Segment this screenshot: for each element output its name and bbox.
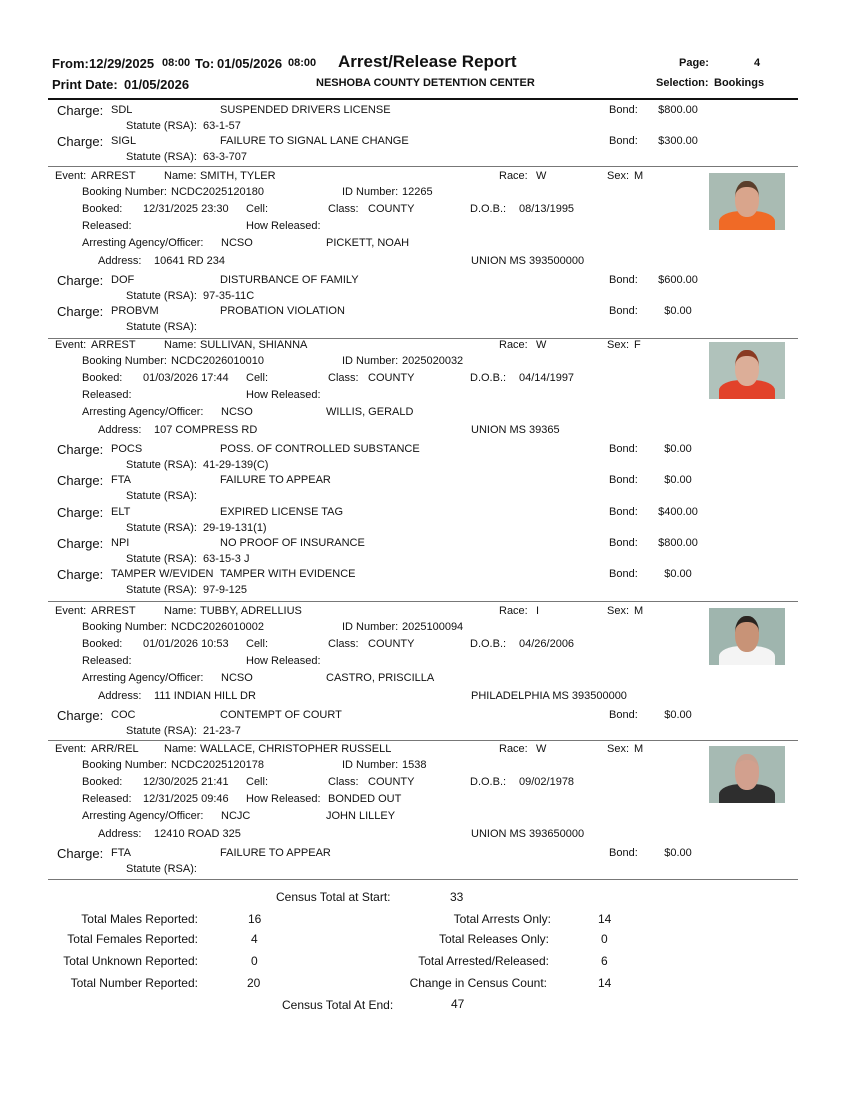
agency-officer-label: Arresting Agency/Officer:: [82, 672, 204, 684]
to-date: 01/05/2026: [217, 56, 283, 71]
statute-label: Statute (RSA):: [126, 321, 197, 334]
event-type: ARR/REL: [91, 743, 139, 755]
arresting-agency: NCJC: [221, 810, 251, 822]
number-value: 20: [247, 976, 261, 990]
record-divider: [48, 601, 798, 602]
how-released-label: How Released:: [246, 389, 321, 401]
race-label: Race:: [499, 170, 528, 182]
event-type: ARREST: [91, 605, 136, 617]
bond-label: Bond:: [609, 474, 638, 487]
cell-label: Cell:: [246, 638, 269, 650]
charge-label: Charge:: [57, 103, 104, 118]
charge-description: TAMPER WITH EVIDENCE: [220, 568, 356, 581]
charge-code: SIGL: [111, 135, 137, 147]
released-label: Released:: [82, 389, 132, 401]
name-label: Name:: [164, 170, 197, 182]
mugshot-head: [735, 181, 759, 217]
statute-label: Statute (RSA):: [126, 459, 197, 471]
charge-description: NO PROOF OF INSURANCE: [220, 536, 365, 549]
class-label: Class:: [328, 203, 359, 215]
booking-number: NCDC2025120180: [171, 186, 264, 198]
mugshot-head: [735, 616, 759, 652]
statute-label: Statute (RSA):: [126, 863, 197, 875]
charge-label: Charge:: [57, 708, 104, 723]
class-label: Class:: [328, 372, 359, 384]
race-label: Race:: [499, 743, 528, 755]
statute-value: 63-3-707: [203, 151, 248, 163]
class-label: Class:: [328, 776, 359, 788]
booked-datetime: 01/01/2026 10:53: [143, 638, 229, 650]
dob-value: 04/14/1997: [519, 372, 575, 384]
arrests-only-value: 14: [598, 912, 612, 926]
bond-label: Bond:: [609, 305, 638, 318]
sex-label: Sex:: [607, 743, 630, 755]
race-value: I: [536, 605, 540, 617]
bond-label: Bond:: [609, 709, 638, 721]
id-number: 12265: [402, 186, 433, 198]
how-released-value: BONDED OUT: [328, 793, 402, 805]
bond-label: Bond:: [609, 568, 638, 581]
charge-code: FTA: [111, 847, 131, 859]
females-label: Total Females Reported:: [67, 932, 198, 946]
bond-label: Bond:: [609, 104, 638, 116]
booked-label: Booked:: [82, 638, 123, 650]
name-label: Name:: [164, 339, 197, 351]
unknown-label: Total Unknown Reported:: [63, 954, 198, 968]
cell-label: Cell:: [246, 372, 269, 384]
name-label: Name:: [164, 743, 197, 755]
record-divider: [48, 740, 798, 741]
address-label: Address:: [98, 690, 142, 702]
bond-label: Bond:: [609, 443, 638, 455]
address-label: Address:: [98, 255, 142, 267]
charge-code: POCS: [111, 443, 143, 455]
dob-label: D.O.B.:: [470, 203, 507, 215]
id-number: 1538: [402, 759, 427, 771]
bond-label: Bond:: [609, 274, 638, 286]
id-number-label: ID Number:: [342, 759, 399, 771]
bond-amount: $0.00: [664, 847, 692, 859]
race-value: W: [536, 170, 547, 182]
to-time: 08:00: [288, 57, 317, 69]
inmate-name: SMITH, TYLER: [200, 170, 276, 182]
race-value: W: [536, 743, 547, 755]
charge-code: ELT: [111, 505, 131, 518]
mugshot-photo: [709, 342, 785, 399]
statute-label: Statute (RSA):: [126, 521, 197, 534]
cell-label: Cell:: [246, 776, 269, 788]
arresting-officer: WILLIS, GERALD: [326, 406, 414, 418]
id-number: 2025100094: [402, 621, 464, 633]
mugshot-head: [735, 350, 759, 386]
bond-amount: $0.00: [664, 443, 692, 455]
bond-label: Bond:: [609, 505, 638, 518]
booked-datetime: 01/03/2026 17:44: [143, 372, 229, 384]
inmate-name: WALLACE, CHRISTOPHER RUSSELL: [200, 743, 392, 755]
dob-label: D.O.B.:: [470, 638, 507, 650]
census-end-label: Census Total At End:: [282, 998, 394, 1012]
charge-label: Charge:: [57, 846, 104, 861]
arresting-officer: CASTRO, PRISCILLA: [326, 672, 435, 684]
address-street: 107 COMPRESS RD: [154, 424, 258, 436]
mugshot-head: [735, 754, 759, 790]
charge-code: DOF: [111, 274, 135, 286]
address-street: 10641 RD 234: [154, 255, 225, 267]
id-number: 2025020032: [402, 355, 464, 367]
address-city: UNION MS 393500000: [471, 255, 585, 267]
statute-value: 41-29-139(C): [203, 459, 269, 471]
event-label: Event:: [55, 743, 87, 755]
statute-label: Statute (RSA):: [126, 725, 197, 737]
event-label: Event:: [55, 339, 87, 351]
agency-officer-label: Arresting Agency/Officer:: [82, 406, 204, 418]
dob-value: 09/02/1978: [519, 776, 575, 788]
charge-label: Charge:: [57, 504, 104, 520]
event-label: Event:: [55, 170, 87, 182]
arresting-officer: PICKETT, NOAH: [326, 237, 410, 249]
event-type: ARREST: [91, 170, 136, 182]
class-label: Class:: [328, 638, 359, 650]
census-end-value: 47: [451, 997, 465, 1011]
how-released-label: How Released:: [246, 793, 321, 805]
print-date: 01/05/2026: [124, 77, 190, 92]
name-label: Name:: [164, 605, 197, 617]
address-city: UNION MS 393650000: [471, 828, 585, 840]
charge-description: PROBATION VIOLATION: [220, 305, 345, 318]
bond-amount: $0.00: [664, 568, 692, 581]
booked-label: Booked:: [82, 776, 123, 788]
report-title: Arrest/Release Report: [338, 52, 517, 71]
charge-code: COC: [111, 709, 136, 721]
to-label: To:: [195, 56, 215, 71]
inmate-name: TUBBY, ADRELLIUS: [200, 605, 302, 617]
bond-label: Bond:: [609, 135, 638, 147]
statute-value: 63-15-3 J: [203, 552, 250, 565]
dob-label: D.O.B.:: [470, 372, 507, 384]
booking-number: NCDC2026010010: [171, 355, 264, 367]
releases-only-value: 0: [601, 932, 608, 946]
arrested-released-value: 6: [601, 954, 608, 968]
dob-value: 04/26/2006: [519, 638, 575, 650]
statute-value: 97-35-11C: [203, 290, 255, 302]
agency-officer-label: Arresting Agency/Officer:: [82, 237, 204, 249]
charge-label: Charge:: [57, 442, 104, 457]
mugshot-photo: [709, 608, 785, 665]
race-label: Race:: [499, 605, 528, 617]
class-value: COUNTY: [368, 776, 415, 788]
released-label: Released:: [82, 655, 132, 667]
event-type: ARREST: [91, 339, 136, 351]
arresting-agency: NCSO: [221, 237, 253, 249]
females-value: 4: [251, 932, 258, 946]
bond-amount: $800.00: [658, 104, 698, 116]
class-value: COUNTY: [368, 372, 415, 384]
record-divider: [48, 338, 798, 339]
bond-amount: $0.00: [664, 474, 692, 487]
charge-description: FAILURE TO APPEAR: [220, 847, 331, 859]
address-city: UNION MS 39365: [471, 424, 560, 436]
charge-description: POSS. OF CONTROLLED SUBSTANCE: [220, 443, 420, 455]
statute-label: Statute (RSA):: [126, 151, 197, 163]
dob-label: D.O.B.:: [470, 776, 507, 788]
arresting-officer: JOHN LILLEY: [326, 810, 396, 822]
males-label: Total Males Reported:: [81, 912, 198, 926]
bond-amount: $0.00: [664, 709, 692, 721]
charge-description: DISTURBANCE OF FAMILY: [220, 274, 359, 286]
class-value: COUNTY: [368, 638, 415, 650]
charge-description: FAILURE TO SIGNAL LANE CHANGE: [220, 135, 409, 147]
address-street: 12410 ROAD 325: [154, 828, 241, 840]
males-value: 16: [248, 912, 262, 926]
number-label: Total Number Reported:: [70, 976, 198, 990]
statute-value: 21-23-7: [203, 725, 241, 737]
sex-value: M: [634, 743, 644, 755]
statute-label: Statute (RSA):: [126, 490, 197, 503]
census-start-label: Census Total at Start:: [276, 890, 391, 904]
sex-value: F: [634, 339, 641, 351]
race-value: W: [536, 339, 547, 351]
charge-label: Charge:: [57, 473, 104, 489]
print-date-label: Print Date:: [52, 77, 118, 92]
releases-only-label: Total Releases Only:: [438, 932, 549, 946]
charge-code: PROBVM: [111, 305, 159, 318]
booked-datetime: 12/30/2025 21:41: [143, 776, 229, 788]
id-number-label: ID Number:: [342, 355, 399, 367]
change-label: Change in Census Count:: [409, 976, 547, 990]
booking-number: NCDC2026010002: [171, 621, 264, 633]
charge-code: FTA: [111, 474, 131, 487]
booked-label: Booked:: [82, 372, 123, 384]
dob-value: 08/13/1995: [519, 203, 575, 215]
arrests-only-label: Total Arrests Only:: [453, 912, 551, 926]
charge-label: Charge:: [57, 304, 104, 320]
charge-label: Charge:: [57, 567, 104, 583]
charge-label: Charge:: [57, 134, 104, 149]
bond-amount: $800.00: [658, 536, 698, 549]
record-divider: [48, 166, 798, 167]
bond-amount: $300.00: [658, 135, 698, 147]
charge-description: CONTEMPT OF COURT: [220, 709, 342, 721]
booking-number-label: Booking Number:: [82, 186, 167, 198]
charge-code: TAMPER W/EVIDEN: [111, 568, 214, 581]
bond-label: Bond:: [609, 536, 638, 549]
statute-label: Statute (RSA):: [126, 552, 197, 565]
released-label: Released:: [82, 793, 132, 805]
from-label: From:: [52, 56, 89, 71]
sex-value: M: [634, 170, 644, 182]
booking-number-label: Booking Number:: [82, 355, 167, 367]
sex-label: Sex:: [607, 339, 630, 351]
page-number: 4: [754, 57, 761, 69]
arresting-agency: NCSO: [221, 672, 253, 684]
charge-description: FAILURE TO APPEAR: [220, 474, 331, 487]
bond-label: Bond:: [609, 847, 638, 859]
released-datetime: 12/31/2025 09:46: [143, 793, 229, 805]
charge-description: EXPIRED LICENSE TAG: [220, 505, 344, 518]
statute-label: Statute (RSA):: [126, 290, 197, 302]
sex-label: Sex:: [607, 170, 630, 182]
booking-number: NCDC2025120178: [171, 759, 264, 771]
selection-value: Bookings: [714, 77, 765, 89]
how-released-label: How Released:: [246, 220, 321, 232]
statute-value: 97-9-125: [203, 584, 248, 597]
charge-label: Charge:: [57, 273, 104, 288]
sex-label: Sex:: [607, 605, 630, 617]
page-label: Page:: [679, 57, 709, 69]
race-label: Race:: [499, 339, 528, 351]
address-label: Address:: [98, 828, 142, 840]
bond-amount: $600.00: [658, 274, 698, 286]
statute-label: Statute (RSA):: [126, 120, 197, 132]
event-label: Event:: [55, 605, 87, 617]
from-date: 12/29/2025: [89, 56, 155, 71]
agency-officer-label: Arresting Agency/Officer:: [82, 810, 204, 822]
id-number-label: ID Number:: [342, 621, 399, 633]
id-number-label: ID Number:: [342, 186, 399, 198]
booked-datetime: 12/31/2025 23:30: [143, 203, 229, 215]
class-value: COUNTY: [368, 203, 415, 215]
arresting-agency: NCSO: [221, 406, 253, 418]
address-city: PHILADELPHIA MS 393500000: [471, 690, 627, 702]
record-divider: [48, 879, 798, 880]
how-released-label: How Released:: [246, 655, 321, 667]
address-street: 111 INDIAN HILL DR: [154, 690, 256, 702]
released-label: Released:: [82, 220, 132, 232]
statute-label: Statute (RSA):: [126, 584, 197, 597]
inmate-name: SULLIVAN, SHIANNA: [200, 339, 308, 351]
from-time: 08:00: [162, 57, 191, 69]
booking-number-label: Booking Number:: [82, 621, 167, 633]
booking-number-label: Booking Number:: [82, 759, 167, 771]
address-label: Address:: [98, 424, 142, 436]
header-divider: [48, 98, 798, 100]
booked-label: Booked:: [82, 203, 123, 215]
census-start-value: 33: [450, 890, 464, 904]
charge-code: NPI: [111, 536, 130, 549]
facility-name: NESHOBA COUNTY DETENTION CENTER: [316, 77, 535, 89]
bond-amount: $400.00: [658, 505, 698, 518]
sex-value: M: [634, 605, 644, 617]
bond-amount: $0.00: [664, 305, 692, 318]
mugshot-photo: [709, 173, 785, 230]
charge-code: SDL: [111, 104, 133, 116]
unknown-value: 0: [251, 954, 258, 968]
charge-label: Charge:: [57, 535, 104, 551]
change-value: 14: [598, 976, 612, 990]
charge-description: SUSPENDED DRIVERS LICENSE: [220, 104, 391, 116]
selection-label: Selection:: [656, 77, 709, 89]
statute-value: 63-1-57: [203, 120, 241, 132]
statute-value: 29-19-131(1): [203, 521, 267, 534]
mugshot-photo: [709, 746, 785, 803]
cell-label: Cell:: [246, 203, 269, 215]
arrested-released-label: Total Arrested/Released:: [418, 954, 549, 968]
